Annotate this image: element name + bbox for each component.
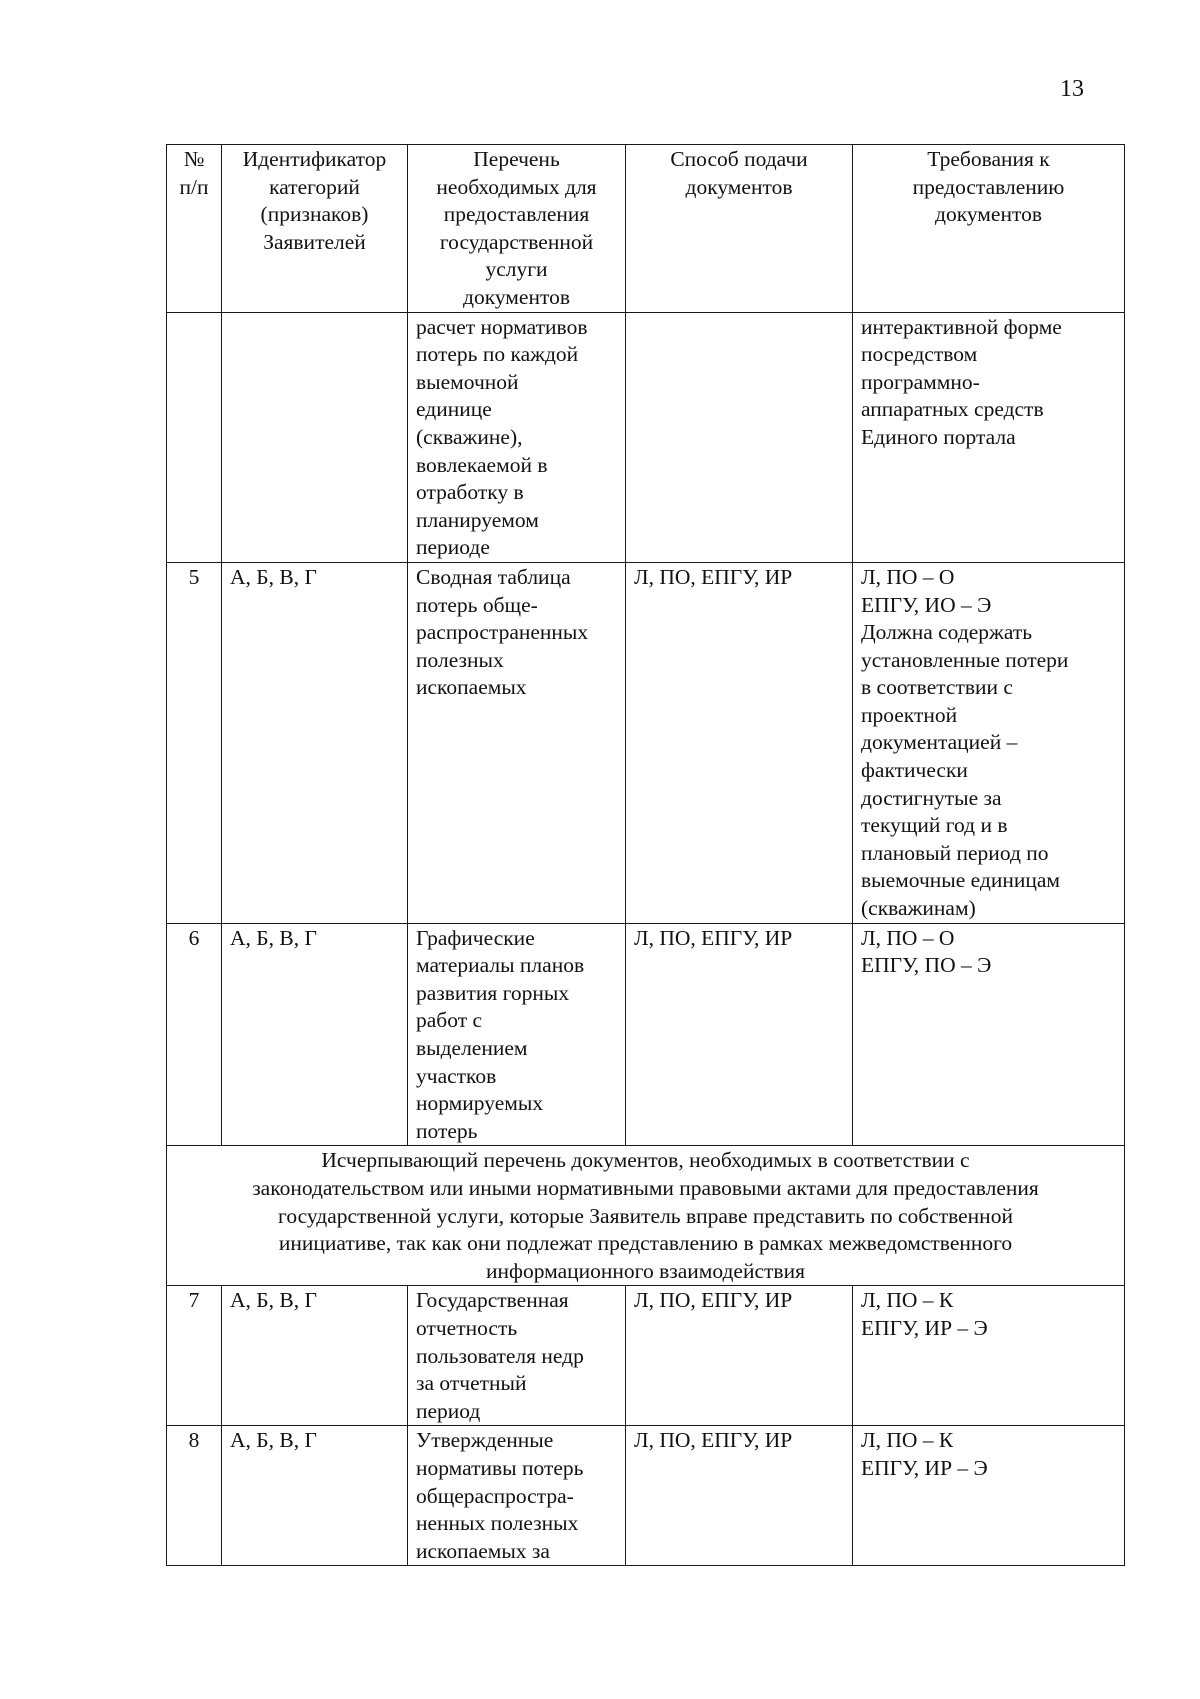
row-number: 6 — [167, 923, 222, 1146]
row-document: Государственная отчетность пользователя недр за отчетный период — [408, 1286, 626, 1426]
table-row — [167, 1426, 1125, 1566]
row-method: Л, ПО, ЕПГУ, ИР — [626, 1426, 853, 1566]
header-category: Идентификатор категорий (признаков) Заявителей — [222, 145, 408, 313]
table-row — [167, 562, 1125, 923]
row-requirements: Л, ПО – О ЕПГУ, ИО – Э Должна содержать установленные потери в соответствии с проектной документацией – фактически достигнутые за текущий год и в плановый период по выемочные единицам (скважинам) — [853, 562, 1125, 923]
row-number: 8 — [167, 1426, 222, 1566]
header-document-list: Перечень необходимых для предоставления государственной услуги документов — [408, 145, 626, 313]
row-document: Утвержденные нормативы потерь общераспростра- ненных полезных ископаемых за — [408, 1426, 626, 1566]
row-method: Л, ПО, ЕПГУ, ИР — [626, 1286, 853, 1426]
row-method: Л, ПО, ЕПГУ, ИР — [626, 923, 853, 1146]
row-method: Л, ПО, ЕПГУ, ИР — [626, 562, 853, 923]
row-document: Сводная таблица потерь обще- распространенных полезных ископаемых — [408, 562, 626, 923]
row-requirements: Л, ПО – К ЕПГУ, ИР – Э — [853, 1286, 1125, 1426]
row-category: А, Б, В, Г — [222, 1426, 408, 1566]
page-number: 13 — [1060, 76, 1084, 102]
documents-table — [166, 144, 1125, 1566]
row-requirements: Л, ПО – О ЕПГУ, ПО – Э — [853, 923, 1125, 1146]
row-document: Графические материалы планов развития горных работ с выделением участков нормируемых потерь — [408, 923, 626, 1146]
table-row — [167, 1286, 1125, 1426]
row-category: А, Б, В, Г — [222, 1286, 408, 1426]
section-heading-row — [167, 1146, 1125, 1286]
row-category: А, Б, В, Г — [222, 923, 408, 1146]
row-number: 7 — [167, 1286, 222, 1426]
row-category: А, Б, В, Г — [222, 562, 408, 923]
row-document: расчет нормативов потерь по каждой выемочной единице (скважине), вовлекаемой в отработку в планируемом периоде — [408, 312, 626, 562]
row-requirements: Л, ПО – К ЕПГУ, ИР – Э — [853, 1426, 1125, 1566]
header-requirements: Требования к предоставлению документов — [853, 145, 1125, 313]
row-category — [222, 312, 408, 562]
header-row — [167, 145, 1125, 313]
header-number: № п/п — [167, 145, 222, 313]
table-body — [167, 312, 1125, 1566]
section-heading: Исчерпывающий перечень документов, необходимых в соответствии с законодательством или иными нормативными правовыми актами для предоставления государственной услуги, которые Заявитель вправе представить по собственной инициативе, так как они подлежат представлению в рамках межведомственного информационного взаимодействия — [167, 1146, 1125, 1286]
table-row — [167, 312, 1125, 562]
table-header — [167, 145, 1125, 313]
row-number: 5 — [167, 562, 222, 923]
row-number — [167, 312, 222, 562]
row-requirements: интерактивной форме посредством программно- аппаратных средств Единого портала — [853, 312, 1125, 562]
header-submission-method: Способ подачи документов — [626, 145, 853, 313]
row-method — [626, 312, 853, 562]
table-row — [167, 923, 1125, 1146]
